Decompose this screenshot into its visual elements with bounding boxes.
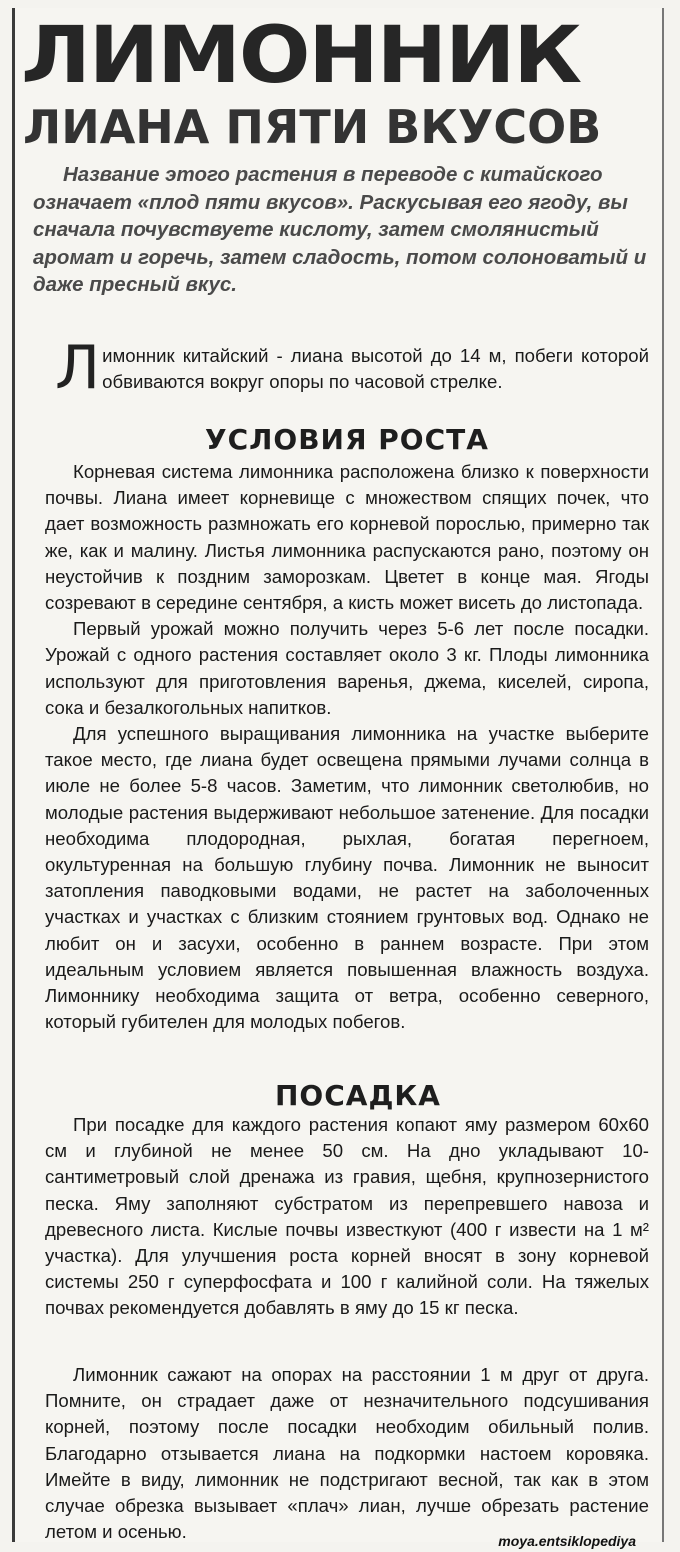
section-planting-final xyxy=(45,1362,649,1545)
intro-text: имонник китайский - лиана высотой до 14 м, побеги которой обвиваются вокруг опоры по часовой стрелке. xyxy=(102,345,649,392)
section-planting-body xyxy=(45,1112,649,1322)
section-heading-growth-conditions: УСЛОВИЯ РОСТА xyxy=(205,423,489,456)
section-heading-planting: ПОСАДКА xyxy=(275,1079,441,1112)
source-credit: moya.entsiklopediya xyxy=(498,1533,636,1549)
lead-paragraph: Название этого растения в переводе с китайского означает «плод пяти вкусов». Раскусывая его ягоду, вы сначала почувствуете кислоту, затем смолянистый аромат и горечь, затем сладость, потом солоноватый и даже пресный вкус. xyxy=(33,163,647,297)
body-paragraph: Корневая система лимонника расположена близко к поверхности почвы. Лиана имеет корневище с множеством спящих почек, что дает возможность размножать его корневой порослью, примерно так же, как и малину. Листья лимонника распускаются рано, поэтому он неустойчив к поздним заморозкам. Цветет в конце мая. Ягоды созревают в середине сентября, а кисть может висеть до листопада. xyxy=(45,461,649,614)
newspaper-page xyxy=(12,8,664,1549)
drop-cap: Л xyxy=(55,333,101,403)
body-paragraph: При посадке для каждого растения копают яму размером 60х60 см и глубиной не менее 50 см. На дно укладывают 10-сантиметровый слой дренажа из гравия, щебня, крупнозернистого песка. Яму заполняют субстратом из перепревшего навоза и древесного листа. Кислые почвы известкуют (400 г извести на 1 м² участка). Для улучшения роста корней вносят в зону корневой системы 250 г суперфосфата и 100 г калийной соли. На тяжелых почвах рекомендуется добавлять в яму до 15 кг песка. xyxy=(45,1114,649,1319)
page-title: ЛИМОННИК xyxy=(21,11,581,101)
page-subtitle: ЛИАНА ПЯТИ ВКУСОВ xyxy=(23,100,602,154)
body-paragraph: Первый урожай можно получить через 5-6 лет после посадки. Урожай с одного растения составляет около 3 кг. Плоды лимонника используют для приготовления варенья, джема, киселей, сиропа, сока и безалкогольных напитков. xyxy=(45,618,649,718)
section-growth-conditions-body xyxy=(45,459,649,1035)
intro-paragraph xyxy=(55,333,649,403)
body-paragraph: Для успешного выращивания лимонника на участке выберите такое место, где лиана будет освещена прямыми лучами солнца в июле не более 5-8 часов. Заметим, что лимонник светолюбив, но молодые растения выдерживают небольшое затенение. Для посадки необходима плодородная, рыхлая, богатая перегноем, окультуренная на большую глубину почва. Лимонник не выносит затопления паводковыми водами, не растет на заболоченных участках и участках с близким стоянием грунтовых вод. Однако не любит он и засухи, особенно в раннем возрасте. При этом идеальным условием является повышенная влажность воздуха. Лимоннику необходима защита от ветра, особенно северного, который губителен для молодых побегов. xyxy=(45,723,649,1033)
body-paragraph: Лимонник сажают на опорах на расстоянии 1 м друг от друга. Помните, он страдает даже от незначительного подсушивания корней, поэтому после посадки необходим обильный полив. Благодарно отзывается лиана на подкормки настоем коровяка. Имейте в виду, лимонник не подстригают весной, так как в этом случае обрезка вызывает «плач» лиан, лучше обрезать растение летом и осенью. xyxy=(45,1364,649,1543)
